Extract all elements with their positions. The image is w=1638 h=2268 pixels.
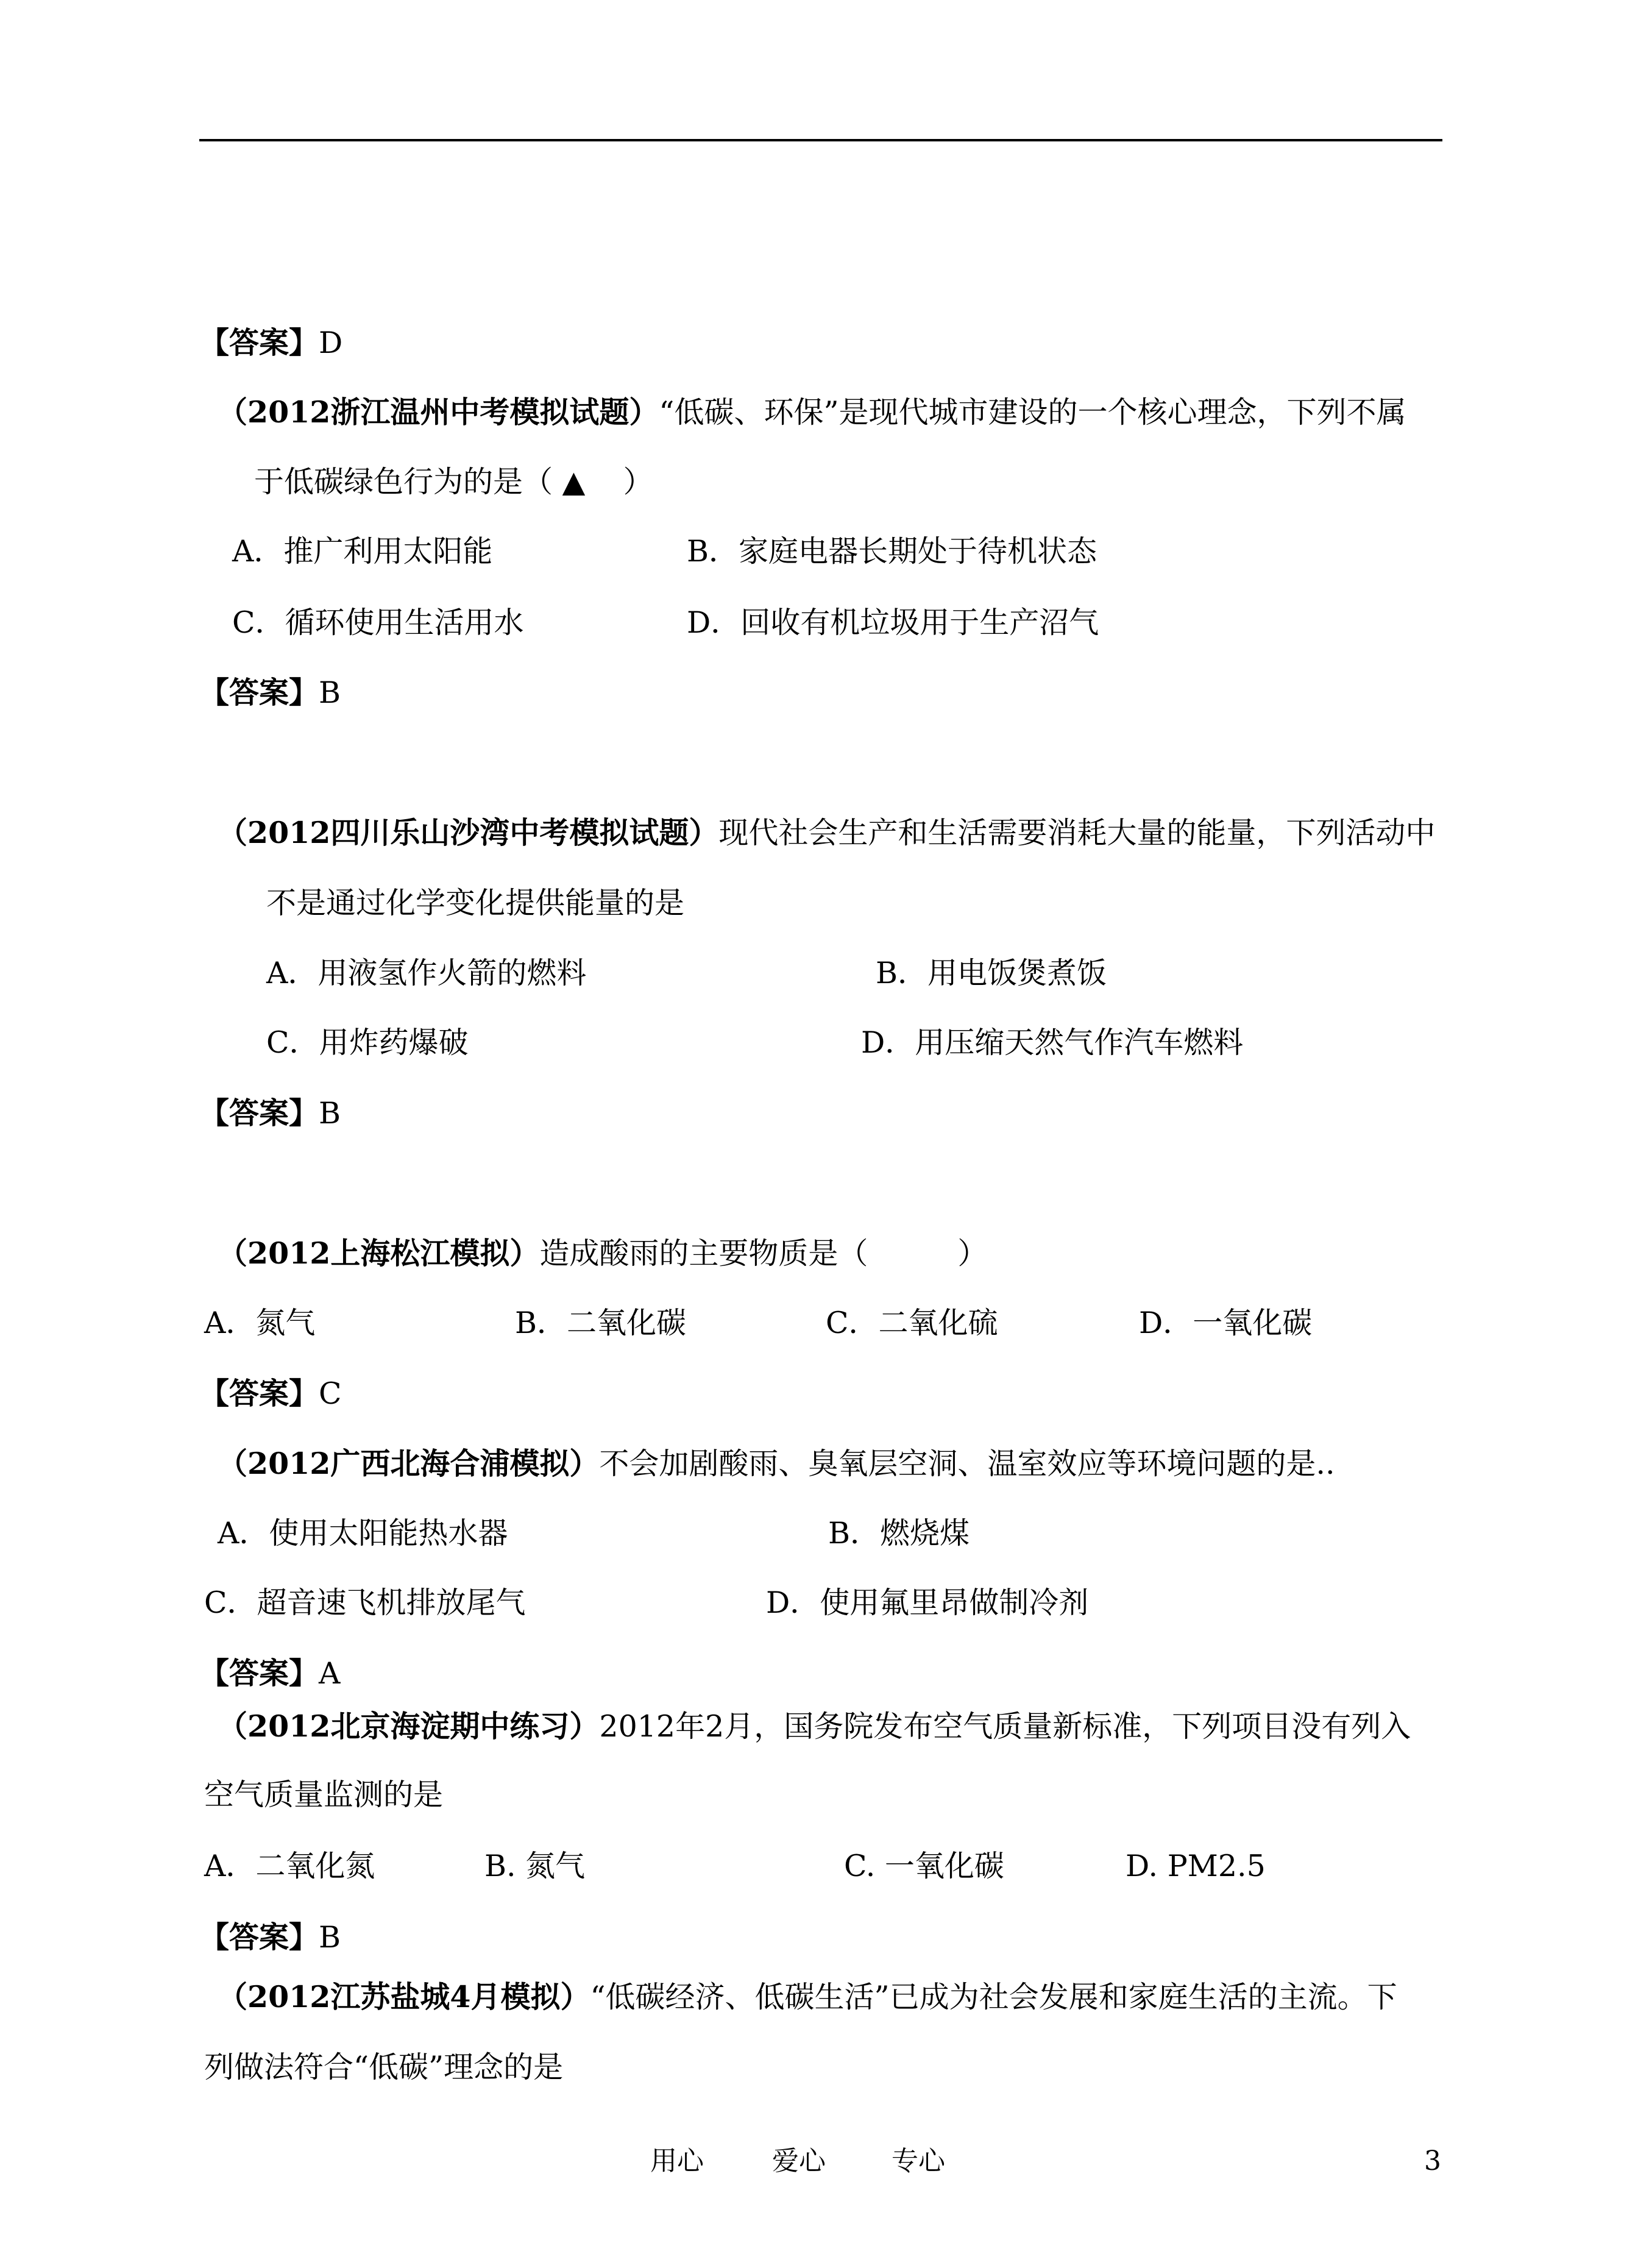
page-number: 3	[1424, 2145, 1441, 2177]
question-stem: （2012江苏盐城4月模拟）“低碳经济、低碳生活”已成为社会发展和家庭生活的主流。下	[218, 1979, 1397, 2014]
question-source: （2012上海松江模拟）	[218, 1235, 540, 1271]
question-source: （2012广西北海合浦模拟）	[218, 1446, 600, 1481]
footer-motto-1: 用心	[650, 2145, 704, 2177]
question-stem: （2012浙江温州中考模拟试题）“低碳、环保”是现代城市建设的一个核心理念，下列不属	[218, 394, 1406, 430]
question-stem: （2012广西北海合浦模拟）不会加剧酸雨、臭氧层空洞、温室效应等环境问题的是..	[218, 1446, 1335, 1481]
option-b: B．燃烧煤	[828, 1516, 970, 1551]
blank-triangle-mark: ▲	[562, 464, 586, 499]
answer-line: 【答案】D	[199, 325, 343, 360]
answer-line: 【答案】B	[199, 1095, 341, 1131]
option-c: C．超音速飞机排放尾气	[204, 1585, 526, 1620]
option-a: A．氮气	[204, 1306, 316, 1340]
header-rule	[199, 139, 1442, 141]
answer-line: 【答案】B	[199, 1919, 341, 1955]
option-a: A．用液氢作火箭的燃料	[266, 956, 587, 990]
option-d: D．一氧化碳	[1139, 1306, 1313, 1340]
option-c: C．用炸药爆破	[266, 1025, 469, 1060]
option-b: B．家庭电器长期处于待机状态	[687, 534, 1097, 569]
option-d: D．用压缩天然气作汽车燃料	[861, 1025, 1244, 1060]
question-stem: （2012上海松江模拟）造成酸雨的主要物质是（ ）	[218, 1235, 988, 1271]
question-stem-cont: 不是通过化学变化提供能量的是	[266, 886, 685, 920]
option-c: C．二氧化硫	[826, 1306, 998, 1340]
option-d: D．回收有机垃圾用于生产沼气	[687, 605, 1099, 640]
question-stem: （2012四川乐山沙湾中考模拟试题）现代社会生产和生活需要消耗大量的能量，下列活动中	[218, 815, 1436, 850]
option-c: C．循环使用生活用水	[232, 605, 524, 640]
option-c: C. 一氧化碳	[844, 1849, 1004, 1883]
question-source: （2012浙江温州中考模拟试题）	[218, 394, 659, 430]
footer-motto-2: 爱心	[772, 2145, 826, 2177]
question-source: （2012江苏盐城4月模拟）	[218, 1979, 590, 2014]
question-stem-cont: 于低碳绿色行为的是（ ▲ ）	[254, 464, 653, 499]
option-a: A．二氧化氮	[204, 1849, 375, 1883]
question-stem: （2012北京海淀期中练习）2012年2月，国务院发布空气质量新标准，下列项目没有列入	[218, 1708, 1411, 1744]
option-a: A．推广利用太阳能	[232, 534, 493, 569]
option-d: D．使用氟里昂做制冷剂	[766, 1585, 1089, 1620]
answer-line: 【答案】B	[199, 675, 341, 710]
option-d: D. PM2.5	[1126, 1849, 1266, 1883]
option-a: A．使用太阳能热水器	[218, 1516, 508, 1551]
question-stem-cont: 列做法符合“低碳”理念的是	[204, 2050, 564, 2085]
option-b: B．用电饭煲煮饭	[876, 956, 1107, 990]
option-b: B．二氧化碳	[515, 1306, 687, 1340]
question-source: （2012四川乐山沙湾中考模拟试题）	[218, 815, 719, 850]
question-stem-cont: 空气质量监测的是	[204, 1777, 444, 1812]
option-b: B. 氮气	[484, 1849, 586, 1883]
footer-motto-3: 专心	[892, 2145, 945, 2177]
answer-line: 【答案】A	[199, 1655, 341, 1691]
answer-line: 【答案】C	[199, 1376, 342, 1411]
question-source: （2012北京海淀期中练习）	[218, 1708, 600, 1744]
